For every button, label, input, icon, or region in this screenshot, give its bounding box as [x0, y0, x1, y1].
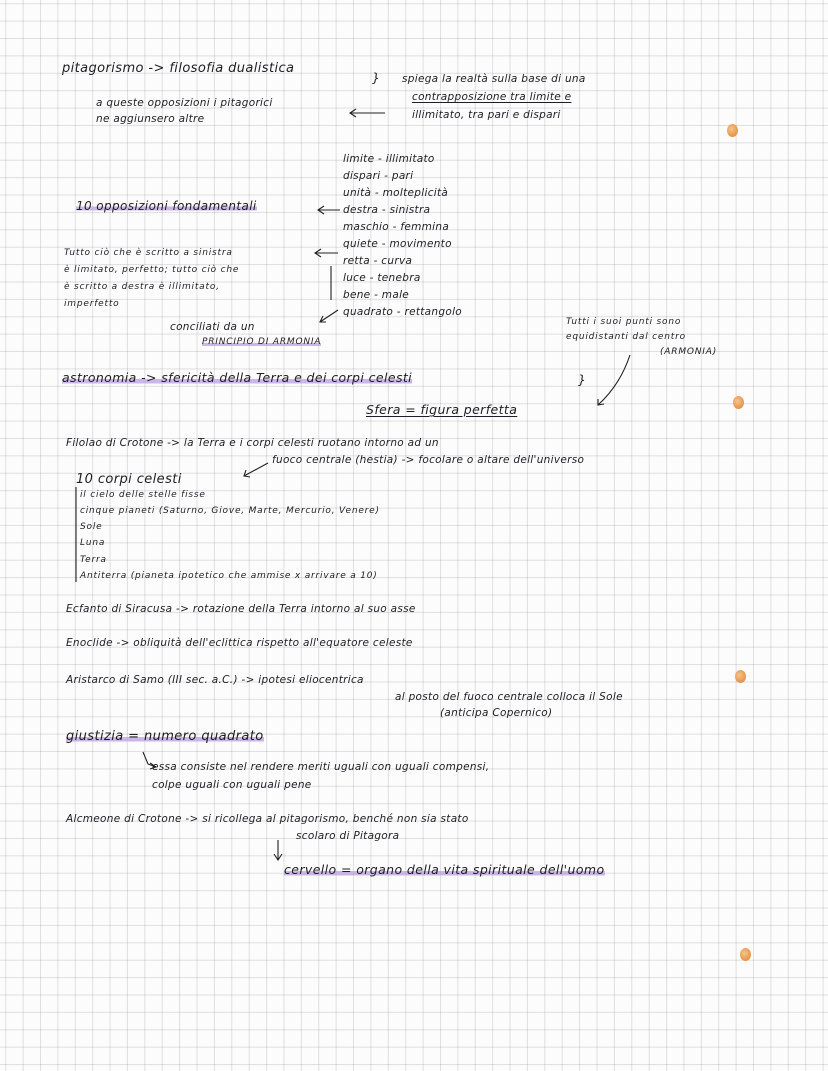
aristarco-line: (anticipa Copernico) [440, 707, 553, 719]
corpo-item: Sole [80, 522, 103, 532]
corpo-item: Luna [80, 538, 106, 548]
opposizione-item: unità - molteplicità [343, 187, 449, 199]
binder-hole [740, 948, 751, 961]
note-line: colpe uguali con uguali pene [152, 779, 312, 791]
note-line: ne aggiunsero altre [96, 113, 205, 125]
note-line: è limitato, perfetto; tutto ciò che [64, 265, 240, 275]
alcmeone-line: Alcmeone di Crotone -> si ricollega al pitagorismo, benché non sia stato [66, 813, 469, 825]
opposizione-item: destra - sinistra [343, 204, 431, 216]
opposizione-item: maschio - femmina [343, 221, 450, 233]
aristarco-line: Aristarco di Samo (III sec. a.C.) -> ipotesi eliocentrica [66, 674, 364, 686]
filolao-line: Filolao di Crotone -> la Terra e i corpi celesti ruotano intorno ad un [66, 437, 439, 449]
opposizioni-title: 10 opposizioni fondamentali [76, 199, 257, 213]
brace: } [578, 372, 587, 387]
heading-pitagorismo: pitagorismo -> filosofia dualistica [62, 61, 295, 76]
aristarco-line: al posto del fuoco centrale colloca il Sole [395, 691, 623, 703]
note-line: contrapposizione tra limite e [412, 91, 572, 103]
corpo-item: il cielo delle stelle fisse [80, 490, 206, 500]
ecfanto-line: Ecfanto di Siracusa -> rotazione della Terra intorno al suo asse [66, 603, 416, 615]
corpo-item: Antiterra (pianeta ipotetico che ammise x arrivare a 10) [80, 571, 378, 581]
note-line: Tutto ciò che è scritto a sinistra [64, 248, 233, 258]
corpi-title: 10 corpi celesti [76, 472, 182, 487]
note-line: equidistanti dal centro [566, 332, 686, 342]
filolao-line: fuoco centrale (hestia) -> focolare o altare dell'universo [272, 454, 585, 466]
astronomia-line: astronomia -> sfericità della Terra e dei corpi celesti [62, 370, 413, 385]
note-line: (ARMONIA) [660, 347, 718, 357]
opposizione-item: bene - male [343, 289, 410, 301]
corpo-item: Terra [80, 555, 107, 565]
opposizione-item: quiete - movimento [343, 238, 452, 250]
principio-armonia: PRINCIPIO DI ARMONIA [202, 337, 322, 347]
opposizione-item: luce - tenebra [343, 272, 421, 284]
note-line: Tutti i suoi punti sono [566, 317, 682, 327]
binder-hole [727, 124, 738, 137]
sfera-line: Sfera = figura perfetta [366, 402, 518, 417]
note-line: a queste opposizioni i pitagorici [96, 97, 273, 109]
note-line: imperfetto [64, 299, 120, 309]
cervello-line: cervello = organo della vita spirituale dell'uomo [284, 862, 605, 877]
note-line: è scritto a destra è illimitato, [64, 282, 220, 292]
opposizione-item: quadrato - rettangolo [343, 306, 463, 318]
binder-hole [735, 670, 746, 683]
giustizia-line: giustizia = numero quadrato [66, 729, 264, 744]
note-line: illimitato, tra pari e dispari [412, 109, 561, 121]
corpo-item: cinque pianeti (Saturno, Giove, Marte, Mercurio, Venere) [80, 506, 380, 516]
alcmeone-line: scolaro di Pitagora [296, 830, 400, 842]
opposizione-item: dispari - pari [343, 170, 414, 182]
opposizione-item: retta - curva [343, 255, 413, 267]
binder-hole [733, 396, 744, 409]
opposizione-item: limite - illimitato [343, 153, 435, 165]
brace: } [372, 70, 381, 85]
note-line: essa consiste nel rendere meriti uguali con uguali compensi, [152, 761, 490, 773]
enoclide-line: Enoclide -> obliquità dell'eclittica rispetto all'equatore celeste [66, 637, 413, 649]
note-line: spiega la realtà sulla base di una [402, 73, 586, 85]
note-line: conciliati da un [170, 321, 255, 333]
